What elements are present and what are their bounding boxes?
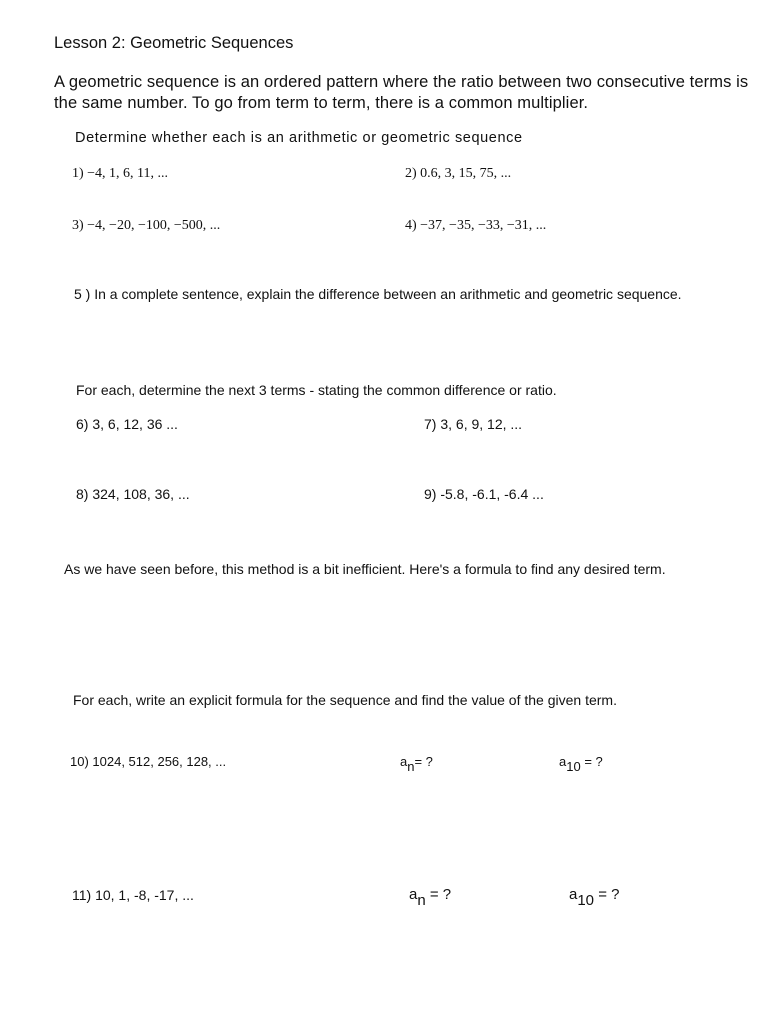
an-equals: = ?: [414, 754, 433, 769]
a10-subscript: 10: [577, 892, 595, 909]
section1-instruction: Determine whether each is an arithmetic or geometric sequence: [75, 130, 523, 146]
formula-note: As we have seen before, this method is a bit inefficient. Here's a formula to find any desired term.: [64, 561, 666, 577]
an-base: a: [409, 886, 418, 903]
problem-9: 9) -5.8, -6.1, -6.4 ...: [424, 486, 544, 502]
problem-10: 10) 1024, 512, 256, 128, ...: [70, 754, 227, 769]
intro-paragraph: A geometric sequence is an ordered pattern where the ratio between two consecutive terms is the same number. To go from term to term, there is a common multiplier.: [54, 73, 749, 112]
problem-11-a10: [569, 886, 620, 909]
problem-4: 4) −37, −35, −33, −31, ...: [405, 218, 547, 233]
problem-7: 7) 3, 6, 9, 12, ...: [424, 416, 523, 432]
problem-11-an: [409, 886, 452, 909]
problem-6: 6) 3, 6, 12, 36 ...: [76, 416, 178, 432]
problem-8: 8) 324, 108, 36, ...: [76, 486, 190, 502]
an-base: a: [400, 754, 408, 769]
lesson-title: Lesson 2: Geometric Sequences: [54, 34, 294, 52]
section3-instruction: For each, write an explicit formula for the sequence and find the value of the given term.: [73, 692, 617, 708]
a10-equals: = ?: [594, 886, 620, 903]
an-subscript: n: [407, 759, 415, 774]
problem-11: 11) 10, 1, -8, -17, ...: [72, 887, 194, 903]
an-subscript: n: [417, 892, 426, 909]
problem-10-an: [400, 754, 433, 774]
a10-subscript: 10: [566, 759, 581, 774]
a10-base: a: [569, 886, 578, 903]
problem-5: 5 ) In a complete sentence, explain the difference between an arithmetic and geometric sequence.: [74, 286, 682, 302]
a10-equals: = ?: [580, 754, 603, 769]
section2-instruction: For each, determine the next 3 terms - stating the common difference or ratio.: [76, 382, 557, 398]
problem-1: 1) −4, 1, 6, 11, ...: [72, 166, 169, 181]
a10-base: a: [559, 754, 567, 769]
problem-3: 3) −4, −20, −100, −500, ...: [72, 218, 221, 233]
problem-2: 2) 0.6, 3, 15, 75, ...: [405, 166, 512, 181]
problem-10-a10: [559, 754, 603, 774]
an-equals: = ?: [425, 886, 452, 903]
